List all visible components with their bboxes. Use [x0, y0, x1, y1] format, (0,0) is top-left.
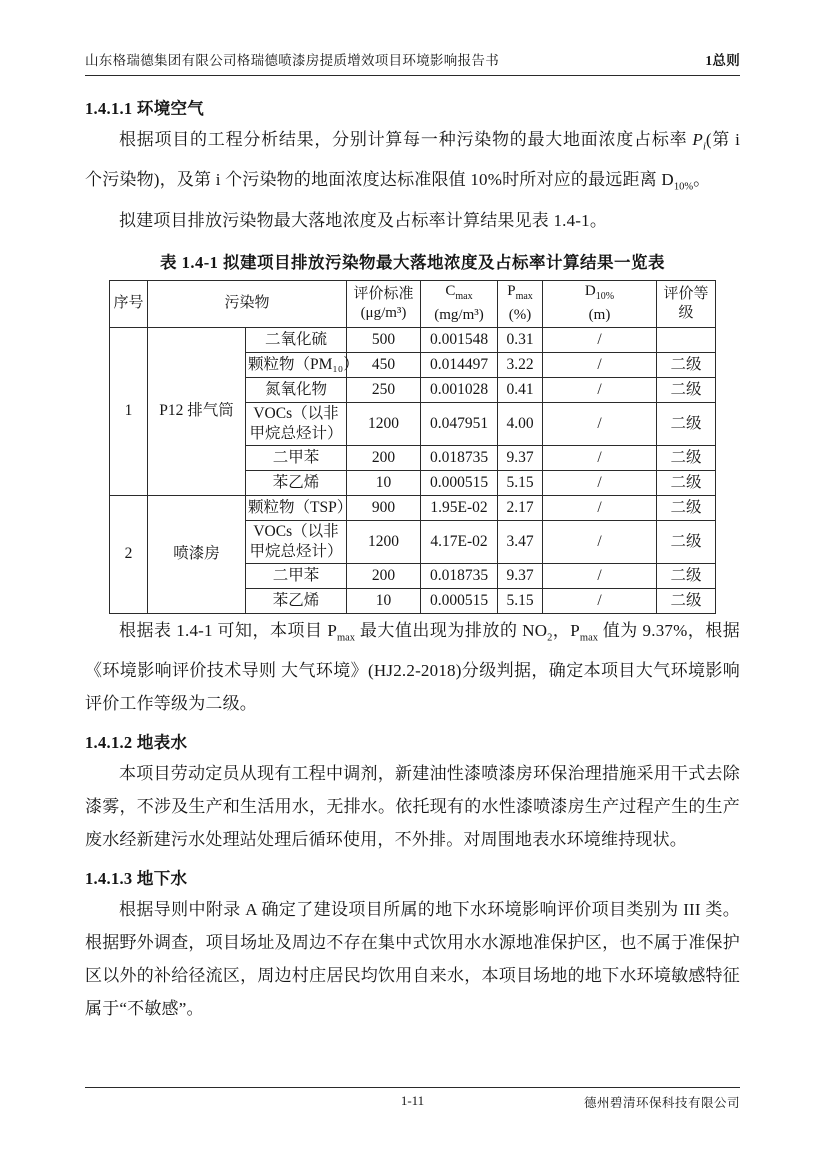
- cell-grade: 二级: [657, 377, 716, 402]
- cell-pmax: 0.41: [498, 377, 543, 402]
- paragraph-groundwater: 根据导则中附录 A 确定了建设项目所属的地下水环境影响评价项目类别为 III 类。根据野外调查，项目场址及周边不存在集中式饮用水水源地准保护区，也不属于准保护区以外的补给径流区，周边村庄居民均饮用自来水，本项目场地的地下水环境敏感特征属于“不敏感”。: [85, 900, 740, 1019]
- cell-d10: /: [543, 495, 657, 520]
- page-footer: [85, 1087, 740, 1113]
- cell-pmax: 0.31: [498, 327, 543, 352]
- table-row: [109, 495, 715, 520]
- text-run: 值为 9.37%，根据《环境影响评价技术导则 大气环境》(HJ2.2-2018)分级判据，确定本项目大气环境影响评价工作等级为二级。: [85, 620, 740, 714]
- header-document-title: 山东格瑞德集团有限公司格瑞德喷漆房提质增效项目环境影响报告书: [85, 53, 499, 68]
- cell-pollutant: 颗粒物（PM₁₀）: [245, 352, 346, 377]
- page-content: [85, 0, 740, 1025]
- cell-grade: 二级: [657, 588, 716, 613]
- cell-cmax: 0.018735: [421, 563, 498, 588]
- text-run: ，P: [552, 620, 580, 640]
- section-heading-groundwater: 1.4.1.3 地下水: [85, 869, 188, 889]
- cell-grade: 二级: [657, 402, 716, 445]
- cell-group-index: 2: [109, 495, 147, 613]
- col-header-index: 序号: [109, 280, 147, 327]
- cell-pmax: 2.17: [498, 495, 543, 520]
- col-header-pmax: [498, 280, 543, 327]
- cell-d10: /: [543, 520, 657, 563]
- col-header-grade: 评价等级: [657, 280, 716, 327]
- cell-d10: /: [543, 445, 657, 470]
- cell-pmax: 3.22: [498, 352, 543, 377]
- cell-d10: /: [543, 563, 657, 588]
- cell-cmax: 0.001548: [421, 327, 498, 352]
- text-run: (mg/m³): [434, 307, 484, 324]
- text-run: (%): [508, 307, 532, 324]
- cell-pmax: 5.15: [498, 470, 543, 495]
- text-run: 。: [693, 170, 711, 190]
- cell-source: 喷漆房: [147, 495, 245, 613]
- col-header-standard: [347, 280, 421, 327]
- cell-grade: 二级: [657, 563, 716, 588]
- cell-pollutant: 二氧化硫: [245, 327, 346, 352]
- subscript-max: max: [579, 632, 598, 644]
- cell-pollutant: 苯乙烯: [245, 470, 346, 495]
- cell-pollutant: 苯乙烯: [245, 588, 346, 613]
- cell-source: P12 排气筒: [147, 327, 245, 495]
- footer-row: [85, 1088, 740, 1113]
- cell-d10: /: [543, 377, 657, 402]
- cell-cmax: 0.018735: [421, 445, 498, 470]
- text-run: 根据表 1.4-1 可知，本项目 P: [119, 620, 337, 640]
- table-title: 表 1.4-1 拟建项目排放污染物最大落地浓度及占标率计算结果一览表: [159, 252, 666, 272]
- paragraph-air-1: [85, 123, 740, 204]
- cell-d10: /: [543, 327, 657, 352]
- text-run: 最大值出现为排放的 NO: [355, 620, 548, 640]
- table-header-row: [109, 280, 715, 327]
- cell-grade: 二级: [657, 470, 716, 495]
- subscript-i: i: [702, 141, 706, 153]
- page-number: 1-11: [400, 1093, 425, 1108]
- cell-standard: 200: [347, 445, 421, 470]
- cell-d10: /: [543, 588, 657, 613]
- section-heading-surface-water: 1.4.1.2 地表水: [85, 733, 188, 753]
- table-row: [109, 327, 715, 352]
- cell-cmax: 0.014497: [421, 352, 498, 377]
- subscript-max: max: [515, 291, 533, 303]
- cell-d10: /: [543, 402, 657, 445]
- variable-p: P: [692, 130, 703, 149]
- cell-pmax: 4.00: [498, 402, 543, 445]
- cell-pollutant: VOCs（以非甲烷总烃计）: [245, 520, 346, 563]
- cell-grade: 二级: [657, 495, 716, 520]
- header-chapter-label: 1总则: [705, 53, 740, 68]
- section-heading-air: 1.4.1.1 环境空气: [85, 99, 205, 118]
- cell-grade: 二级: [657, 352, 716, 377]
- cell-pollutant: 氮氧化物: [245, 377, 346, 402]
- subscript-max: max: [455, 291, 473, 303]
- cell-group-index: 1: [109, 327, 147, 495]
- paragraph-air-2: 拟建项目排放污染物最大落地浓度及占标率计算结果见表 1.4-1。: [119, 210, 608, 230]
- cell-grade: 二级: [657, 520, 716, 563]
- footer-company: 德州碧清环保科技有限公司: [583, 1096, 740, 1110]
- cell-pmax: 9.37: [498, 445, 543, 470]
- text-run: P: [507, 283, 516, 300]
- cell-standard: 1200: [347, 520, 421, 563]
- subscript-10pct: 10%: [673, 181, 694, 193]
- cell-standard: 900: [347, 495, 421, 520]
- table-body: [109, 327, 715, 613]
- cell-grade: 二级: [657, 445, 716, 470]
- cell-pollutant: 二甲苯: [245, 445, 346, 470]
- cell-standard: 250: [347, 377, 421, 402]
- cell-standard: 450: [347, 352, 421, 377]
- running-header: [85, 52, 740, 76]
- pollutant-table: [109, 280, 716, 614]
- cell-standard: 1200: [347, 402, 421, 445]
- text-run: 根据项目的工程分析结果，分别计算每一种污染物的最大地面浓度占标率: [119, 130, 693, 149]
- cell-d10: /: [543, 352, 657, 377]
- cell-pollutant: VOCs（以非甲烷总烃计）: [245, 402, 346, 445]
- paragraph-air-conclusion: [85, 614, 740, 720]
- cell-cmax: 0.000515: [421, 470, 498, 495]
- cell-cmax: 4.17E-02: [421, 520, 498, 563]
- cell-standard: 500: [347, 327, 421, 352]
- subscript-2: 2: [547, 632, 553, 644]
- col-header-d10: [543, 280, 657, 327]
- cell-d10: /: [543, 470, 657, 495]
- subscript-max: max: [336, 632, 356, 644]
- cell-cmax: 1.95E-02: [421, 495, 498, 520]
- col-header-pollutant: 污染物: [147, 280, 346, 327]
- cell-cmax: 0.047951: [421, 402, 498, 445]
- text-run: C: [445, 283, 456, 300]
- text-run: 评价标准: [353, 285, 414, 302]
- cell-standard: 10: [347, 470, 421, 495]
- cell-cmax: 0.001028: [421, 377, 498, 402]
- cell-pmax: 5.15: [498, 588, 543, 613]
- text-run: (μg/m³): [360, 304, 407, 321]
- cell-pmax: 3.47: [498, 520, 543, 563]
- text-run: (m): [588, 307, 611, 324]
- cell-pollutant: 二甲苯: [245, 563, 346, 588]
- cell-standard: 10: [347, 588, 421, 613]
- cell-grade: [657, 327, 716, 352]
- text-run: D: [584, 283, 596, 300]
- cell-pmax: 9.37: [498, 563, 543, 588]
- text-run: (第 i 个污染物)，及第 i 个污染物的地面浓度达标准限值 10%时所对应的最远距离 D: [85, 130, 740, 190]
- cell-pollutant: 颗粒物（TSP）: [245, 495, 346, 520]
- col-header-cmax: [421, 280, 498, 327]
- cell-standard: 200: [347, 563, 421, 588]
- subscript-10pct: 10%: [595, 291, 615, 303]
- cell-cmax: 0.000515: [421, 588, 498, 613]
- paragraph-surface-water: 本项目劳动定员从现有工程中调剂，新建油性漆喷漆房环保治理措施采用干式去除漆雾，不涉及生产和生活用水，无排水。依托现有的水性漆喷漆房生产过程产生的生产废水经新建污水处理站处理后循环使用，不外排。对周围地表水环境维持现状。: [85, 764, 740, 850]
